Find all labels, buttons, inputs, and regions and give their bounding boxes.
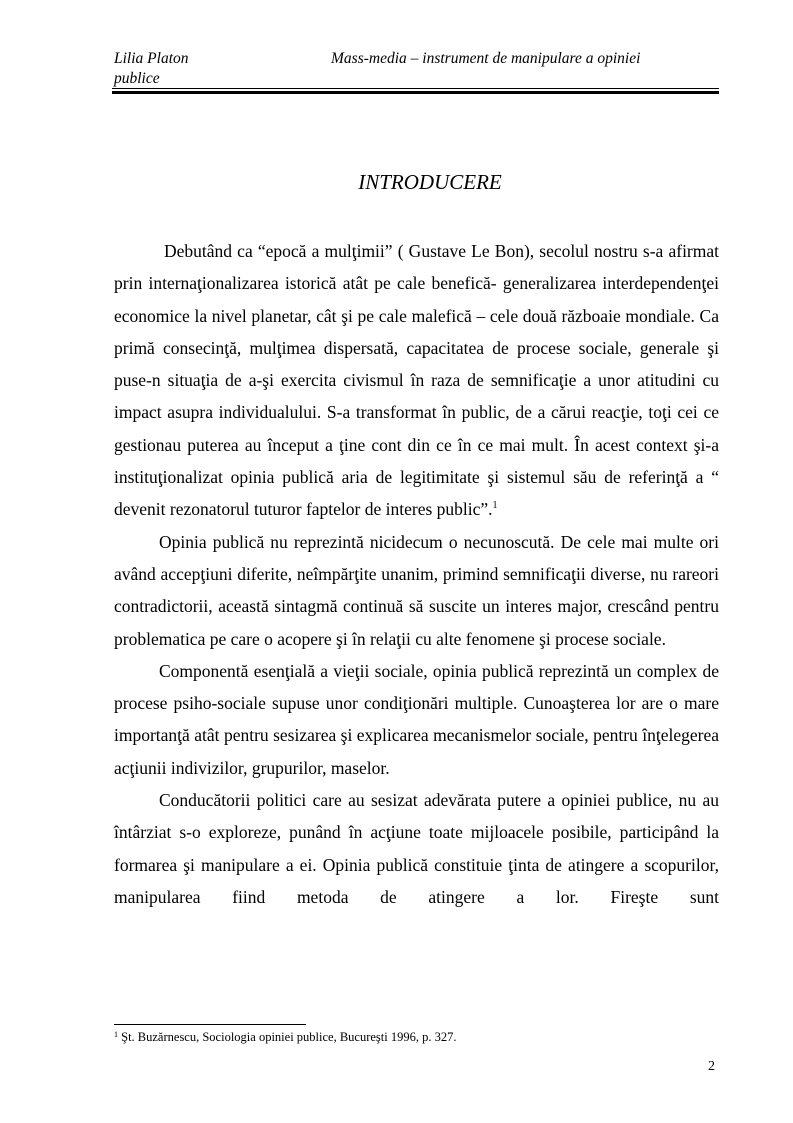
paragraph-4: Conducătorii politici care au sesizat adevărata putere a opiniei publice, nu au întârziat s-o exploreze, punând în acţiune toate mijloacele posibile, participând la formarea şi manipulare a ei. Opinia publică constituie ţinta de atingere a scopurilor, manipularea fiind metoda de atingere a lor. Fireşte sunt bbox=[114, 790, 719, 907]
paragraph-3: Componentă esenţială a vieţii sociale, opinia publică reprezintă un complex de procese psiho-sociale supuse unor condiţionări multiple. Cunoaşterea lor are o mare importanţă atât pentru sesizarea şi explicarea mecanismelor sociale, pentru înţelegerea acţiunii indivizilor, grupurilor, maselor. bbox=[114, 660, 719, 778]
header-title-continuation: publice bbox=[114, 70, 160, 87]
footnote-reference: 1 bbox=[492, 500, 498, 512]
paragraph-1 bbox=[114, 235, 719, 526]
footnote-marker: 1 bbox=[114, 1030, 118, 1039]
section-heading: INTRODUCERE bbox=[358, 170, 502, 194]
page-number: 2 bbox=[708, 1059, 715, 1074]
paragraph-2: Opinia publică nu reprezintă nicidecum o necunoscută. De cele mai multe ori având accepţiuni diferite, neîmpărţite unanim, primind semnificaţii diverse, nu rareori contradictorii, această sintagmă continuă să suscite un interes major, crescând pentru problematica pe care o acopere şi în relaţii cu alte fenomene şi procese sociale. bbox=[114, 531, 719, 649]
header-author: Lilia Platon bbox=[114, 50, 189, 67]
footnote-separator bbox=[114, 1024, 306, 1025]
body-text bbox=[114, 235, 719, 913]
header-title: Mass-media – instrument de manipulare a opiniei bbox=[331, 50, 641, 67]
footnote-text: Şt. Buzărnescu, Sociologia opiniei publice, Bucureşti 1996, p. 327. bbox=[121, 1030, 457, 1044]
footnote bbox=[114, 1029, 457, 1045]
header-rule-thick bbox=[112, 91, 719, 94]
header-rule-thin bbox=[112, 88, 719, 89]
paragraph-1-text: Debutând ca “epocă a mulţimii” ( Gustave Le Bon), secolul nostru s-a afirmat prin internaţionalizarea istorică atât pe cale benefică- generalizarea interdependenţei economice la nivel planetar, cât şi pe cale malefică – cele două războaie mondiale. Ca primă consecinţă, mulţimea dispersată, capacitatea de procese sociale, generale şi puse-n situaţia de a-şi exercita civismul în raza de semnificaţie a unor atitudini cu impact asupra individualului. S-a transformat în public, de a cărui reacţie, toţi cei ce gestionau puterea au început a ţine cont din ce în ce mai mult. În acest context şi-a instituţionalizat opinia publică aria de legitimitate şi sistemul său de referinţă a “ devenit rezonatorul tuturor faptelor de interes public”. bbox=[114, 241, 719, 520]
